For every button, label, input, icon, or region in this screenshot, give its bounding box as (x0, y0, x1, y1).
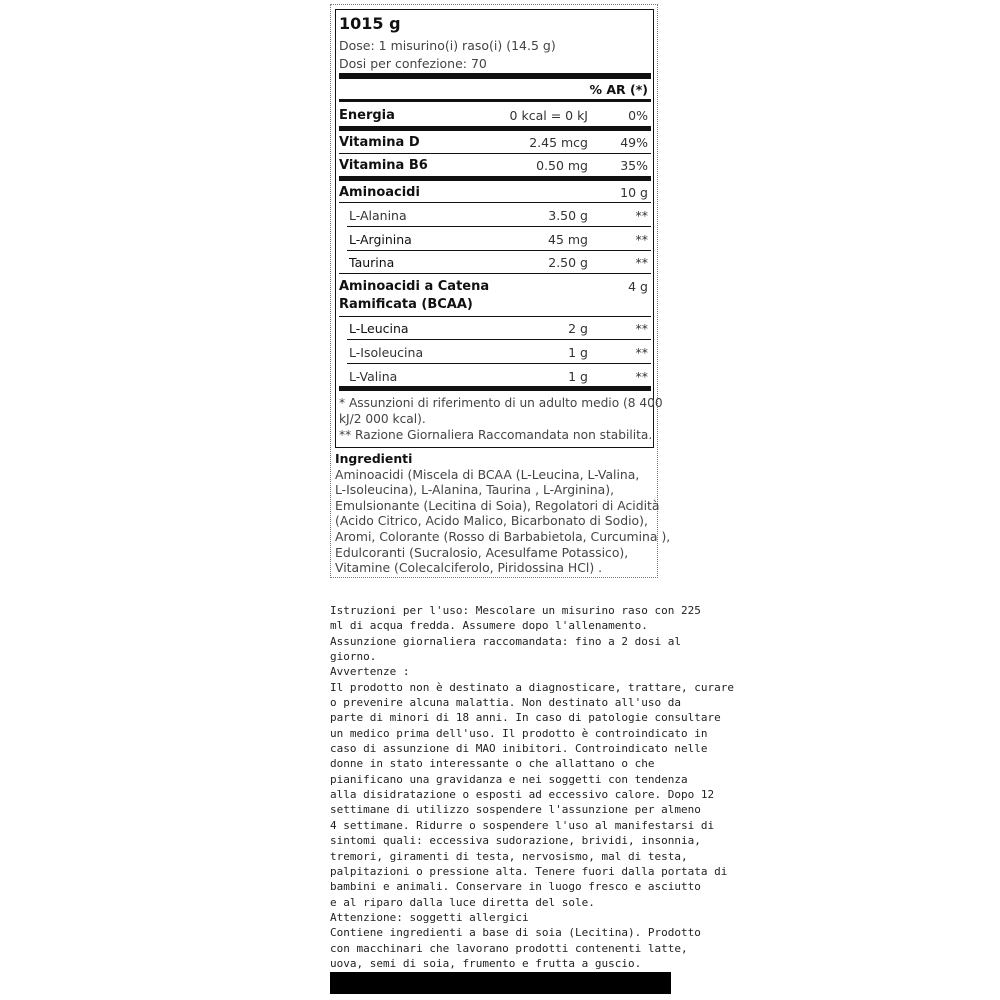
instructions-line: alla disidratazione o esposti ad eccessivo calore. Dopo 12 (330, 788, 715, 802)
ingredients-heading: Ingredienti (335, 451, 413, 466)
instructions-line: settimane di utilizzo sospendere l'assunzione per almeno (330, 803, 701, 817)
bcaa-label-line1: Aminoacidi a Catena (339, 279, 490, 294)
instructions-line: Assunzione giornaliera raccomandata: fino a 2 dosi al (330, 634, 681, 648)
row-divider (347, 339, 651, 340)
vitamina-b6-value: 0.50 mg (536, 158, 588, 173)
taurina-ar: ** (635, 255, 648, 270)
arginina-ar: ** (635, 232, 648, 247)
instructions-line: un medico prima dell'uso. Il prodotto è controindicato in (330, 726, 708, 740)
alanina-value: 3.50 g (548, 208, 588, 223)
leucina-value: 2 g (568, 321, 588, 336)
row-divider (347, 363, 651, 364)
ingredients-line: (Acido Citrico, Acido Malico, Bicarbonato di Sodio), (335, 513, 648, 529)
alanina-ar: ** (635, 208, 648, 223)
taurina-value: 2.50 g (548, 255, 588, 270)
instructions-line: Istruzioni per l'uso: Mescolare un misurino raso con 225 (330, 604, 701, 617)
instructions-line: Il prodotto non è destinato a diagnosticare, trattare, curare (330, 680, 734, 694)
energia-label: Energia (339, 108, 395, 123)
leucina-label: L-Leucina (349, 321, 409, 336)
energia-value: 0 kcal = 0 kJ (509, 108, 588, 123)
instructions-line: Contiene ingredienti a base di soia (Lecitina). Prodotto (330, 926, 701, 940)
instructions-line: donne in stato interessante o che allattano o che (330, 757, 655, 771)
instructions-line: parte di minori di 18 anni. In caso di patologie consultare (330, 711, 721, 725)
vitamina-b6-ar: 35% (620, 158, 648, 173)
row-divider (339, 202, 651, 203)
instructions-line: 4 settimane. Ridurre o sospendere l'uso al manifestarsi di (330, 818, 715, 832)
ingredients-block (335, 451, 671, 576)
isoleucina-label: L-Isoleucina (349, 345, 424, 360)
ingredients-list (335, 466, 671, 576)
servings-info: Dosi per confezione: 70 (339, 56, 487, 71)
thick-rule (339, 73, 651, 79)
ingredients-line: L-Isoleucina), L-Alanina, Taurina , L-Arginina), (335, 482, 615, 498)
valina-value: 1 g (568, 369, 588, 384)
instructions-line: Attenzione: soggetti allergici (330, 910, 529, 924)
vitamina-b6-label: Vitamina B6 (339, 158, 428, 173)
vitamina-d-label: Vitamina D (339, 135, 420, 150)
dose-info: Dose: 1 misurino(i) raso(i) (14.5 g) (339, 38, 556, 53)
instructions-line: uova, semi di soia, frumento e frutta a guscio. (330, 956, 642, 970)
instructions-line: palpitazioni o pressione alta. Tenere fuori dalla portata di (330, 864, 728, 878)
bcaa-amount: 4 g (628, 279, 648, 294)
row-divider (339, 316, 651, 317)
instructions-line: o prevenire alcuna malattia. Non destinato all'uso da (330, 696, 681, 710)
footnote-rgr: ** Razione Giornaliera Raccomandata non stabilita. (339, 428, 653, 442)
aminoacidi-label: Aminoacidi (339, 185, 420, 200)
ingredients-line: Aminoacidi (Miscela di BCAA (L-Leucina, L-Valina, (335, 466, 640, 482)
instructions-line: caso di assunzione di MAO inibitori. Controindicato nelle (330, 742, 708, 756)
leucina-ar: ** (635, 321, 648, 336)
instructions-line: e al riparo dalla luce diretta del sole. (330, 895, 595, 909)
alanina-label: L-Alanina (349, 208, 407, 223)
footnote-ar-line1: * Assunzioni di riferimento di un adulto medio (8 400 (339, 396, 663, 410)
row-divider (339, 273, 651, 274)
row-divider (347, 250, 651, 251)
row-divider (347, 226, 651, 227)
ingredients-line: Emulsionante (Lecitina di Soia), Regolatori di Acidità (335, 497, 660, 513)
thick-rule (339, 176, 651, 181)
thick-rule (339, 126, 651, 131)
ingredients-line: Aromi, Colorante (Rosso di Barbabietola, Curcumina ), (335, 528, 671, 544)
ar-column-header: % AR (*) (589, 82, 648, 97)
aminoacidi-amount: 10 g (620, 185, 648, 200)
valina-label: L-Valina (349, 369, 398, 384)
footnote-ar-line2: kJ/2 000 kcal). (339, 412, 426, 426)
energia-ar: 0% (628, 108, 648, 123)
arginina-value: 45 mg (548, 232, 588, 247)
instructions-line: con macchinari che lavorano prodotti contenenti latte, (330, 941, 688, 955)
ingredients-line: Vitamine (Colecalciferolo, Piridossina HCl) . (335, 560, 603, 576)
bcaa-label-line2: Ramificata (BCAA) (339, 297, 473, 312)
instructions-line: pianificano una gravidanza e nei soggetti con tendenza (330, 772, 688, 786)
isoleucina-value: 1 g (568, 345, 588, 360)
black-bar (330, 972, 671, 994)
taurina-label: Taurina (349, 255, 395, 270)
vitamina-d-ar: 49% (620, 135, 648, 150)
instructions-line: giorno. (330, 650, 377, 664)
ingredients-line: Edulcoranti (Sucralosio, Acesulfame Potassico), (335, 544, 629, 560)
valina-ar: ** (635, 369, 648, 384)
instructions-block (330, 603, 734, 971)
row-divider (339, 153, 651, 154)
arginina-label: L-Arginina (349, 232, 412, 247)
instructions-line: tremori, giramenti di testa, nervosismo, mal di testa, (330, 849, 688, 863)
thick-rule (339, 386, 651, 391)
instructions-line: Avvertenze : (330, 665, 410, 679)
vitamina-d-value: 2.45 mcg (529, 135, 588, 150)
instructions-line: ml di acqua fredda. Assumere dopo l'allenamento. (330, 619, 648, 633)
net-weight: 1015 g (339, 14, 401, 33)
medium-rule (339, 99, 651, 102)
instructions-line: bambini e animali. Conservare in luogo fresco e asciutto (330, 880, 701, 894)
instructions-line: sintomi quali: eccessiva sudorazione, brividi, insonnia, (330, 834, 701, 848)
isoleucina-ar: ** (635, 345, 648, 360)
